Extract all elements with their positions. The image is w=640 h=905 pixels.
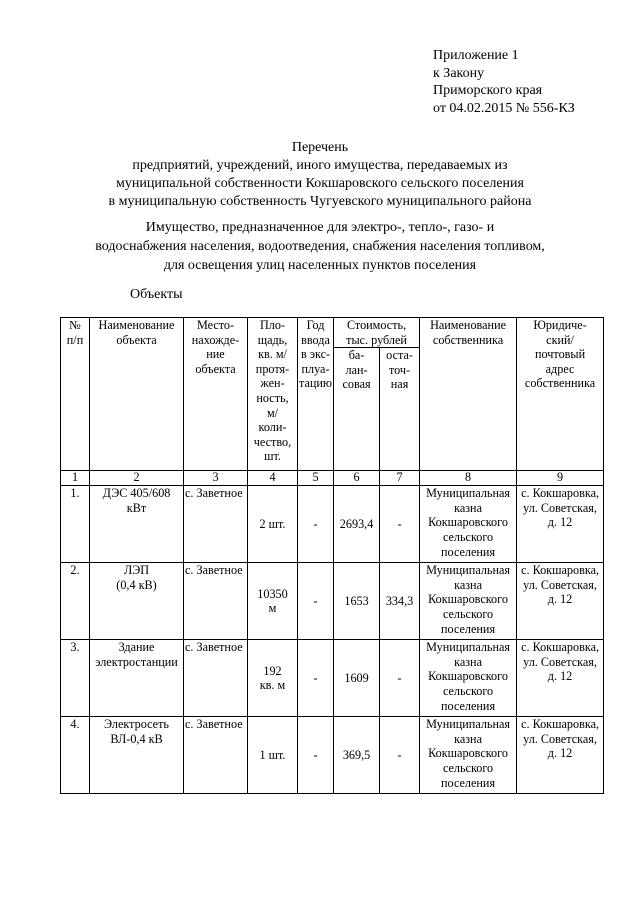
document-subtitle xyxy=(0,218,640,275)
object-name-cell: Здание электростанции xyxy=(90,640,184,717)
year-cell: - xyxy=(298,640,334,717)
table-row xyxy=(61,563,604,640)
location-cell: с. Заветное xyxy=(184,717,248,794)
title-line: муниципальной собственности Кокшаровского сельского поселения xyxy=(116,176,524,191)
object-name-cell: ЛЭП (0,4 кВ) xyxy=(90,563,184,640)
header-name: Наименование объекта xyxy=(90,318,184,471)
row-num-cell: 2. xyxy=(61,563,90,640)
table-row xyxy=(61,486,604,563)
row-num-cell: 4. xyxy=(61,717,90,794)
balance-value-cell: 2693,4 xyxy=(334,486,380,563)
header-residual: оста- точ- ная xyxy=(380,348,420,471)
object-name-cell: Электросеть ВЛ-0,4 кВ xyxy=(90,717,184,794)
object-name-cell: ДЭС 405/608 кВт xyxy=(90,486,184,563)
owner-cell: Муниципальная казна Кокшаровского сельского поселения xyxy=(420,717,517,794)
table-row xyxy=(61,717,604,794)
owner-cell: Муниципальная казна Кокшаровского сельского поселения xyxy=(420,640,517,717)
title-line: в муниципальную собственность Чугуевского муниципального района xyxy=(108,194,532,209)
subtitle-line: Имущество, предназначенное для электро-, тепло-, газо- и xyxy=(145,220,495,235)
header-cost: Стоимость, тыс. рублей xyxy=(334,318,420,348)
area-cell: 2 шт. xyxy=(248,486,298,563)
column-number-cell: 8 xyxy=(420,471,517,486)
location-cell: с. Заветное xyxy=(184,486,248,563)
appendix-line: Приморского края xyxy=(433,83,543,98)
owner-cell: Муниципальная казна Кокшаровского сельского поселения xyxy=(420,563,517,640)
column-number-cell: 3 xyxy=(184,471,248,486)
header-location: Место- нахожде- ние объекта xyxy=(184,318,248,471)
owner-cell: Муниципальная казна Кокшаровского сельского поселения xyxy=(420,486,517,563)
year-cell: - xyxy=(298,717,334,794)
document-title xyxy=(0,139,640,211)
table-row xyxy=(61,640,604,717)
year-cell: - xyxy=(298,486,334,563)
row-num-cell: 1. xyxy=(61,486,90,563)
area-cell: 192 кв. м xyxy=(248,640,298,717)
header-year: Год ввода в экс- плуа- тацию xyxy=(298,318,334,471)
objects-table xyxy=(60,317,604,794)
row-num-cell: 3. xyxy=(61,640,90,717)
residual-value-cell: - xyxy=(380,486,420,563)
column-number-cell: 7 xyxy=(380,471,420,486)
residual-value-cell: - xyxy=(380,717,420,794)
header-area: Пло- щадь, кв. м/ протя- жен- ность, м/ коли- чество, шт. xyxy=(248,318,298,471)
title-line: Перечень xyxy=(291,140,349,155)
area-cell: 10350 м xyxy=(248,563,298,640)
column-number-cell: 6 xyxy=(334,471,380,486)
residual-value-cell: - xyxy=(380,640,420,717)
column-number-cell: 9 xyxy=(517,471,604,486)
balance-value-cell: 1653 xyxy=(334,563,380,640)
address-cell: с. Кокшаровка, ул. Советская, д. 12 xyxy=(517,563,604,640)
location-cell: с. Заветное xyxy=(184,640,248,717)
address-cell: с. Кокшаровка, ул. Советская, д. 12 xyxy=(517,486,604,563)
area-cell: 1 шт. xyxy=(248,717,298,794)
appendix-line: к Закону xyxy=(433,65,485,81)
column-numbers-row xyxy=(61,471,604,486)
appendix-line: от 04.02.2015 № 556-КЗ xyxy=(433,100,575,116)
section-heading: Объекты xyxy=(130,287,183,302)
header-balance: ба- лан- совая xyxy=(334,348,380,471)
subtitle-line: для освещения улиц населенных пунктов поселения xyxy=(163,258,477,273)
header-num: № п/п xyxy=(61,318,90,471)
subtitle-line: водоснабжения населения, водоотведения, снабжения населения топливом, xyxy=(95,239,545,254)
address-cell: с. Кокшаровка, ул. Советская, д. 12 xyxy=(517,717,604,794)
balance-value-cell: 369,5 xyxy=(334,717,380,794)
header-owner: Наименование собственника xyxy=(420,318,517,471)
location-cell: с. Заветное xyxy=(184,563,248,640)
year-cell: - xyxy=(298,563,334,640)
balance-value-cell: 1609 xyxy=(334,640,380,717)
column-number-cell: 1 xyxy=(61,471,90,486)
column-number-cell: 5 xyxy=(298,471,334,486)
residual-value-cell: 334,3 xyxy=(380,563,420,640)
appendix-block xyxy=(433,47,575,117)
address-cell: с. Кокшаровка, ул. Советская, д. 12 xyxy=(517,640,604,717)
column-number-cell: 4 xyxy=(248,471,298,486)
column-number-cell: 2 xyxy=(90,471,184,486)
title-line: предприятий, учреждений, иного имущества, передаваемых из xyxy=(132,158,508,173)
appendix-line: Приложение 1 xyxy=(433,48,519,63)
header-address: Юридиче- ский/ почтовый адрес собственника xyxy=(517,318,604,471)
